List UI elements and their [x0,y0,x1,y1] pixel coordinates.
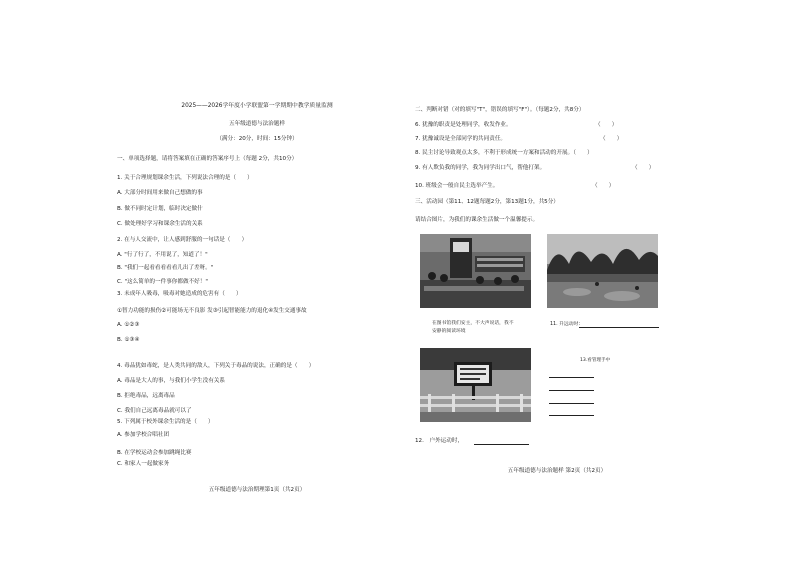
sign-scene-icon [420,348,531,422]
q12-answer-line[interactable] [474,444,529,445]
q13-answer-line-3[interactable] [549,403,594,404]
question-5: 5. 下列属于校外课余生活的是（ ） [117,419,214,425]
question-12: 12. 户外运动时， [415,438,464,444]
section-2-heading: 二、判断对错（对的填写"T"，错误的填写"F"）。（每题2分，共8分） [415,107,585,113]
outdoor-photo [547,234,658,308]
q3-statements: ①智力功能的损伤②可能场无不良影 发③引起智能能力的退化④发生交通事故 [117,308,307,314]
q13-answer-line-2[interactable] [549,390,594,391]
exam-subtitle: 五年级道德与法治题样 [229,121,285,127]
q1-option-b: B. 做不同时定计划，临时决定做什 [117,206,203,212]
q5-option-a: A. 参加学校合唱社团 [117,432,170,438]
exam-scoring: （满分：20分，时间：15分钟） [216,136,298,142]
q4-option-a: A. 毒品是大人的事，与我们小学生没有关系 [117,378,225,384]
library-scene-icon [420,234,531,308]
q13-answer-line-1[interactable] [549,377,594,378]
judge-7-paren: （ ） [600,136,623,142]
page-2-footer: 五年级道德与法治题样 第2页（共2页） [507,468,607,474]
q1-option-c: C. 做处理好学习和课余生活的关系 [117,221,203,227]
page-1-footer: 五年级道德与法治期理第1页（共2页） [208,487,306,493]
q4-option-c: C. 我们自己远离毒品就可以了 [117,408,192,414]
section-1-heading: 一、单项选择题，请将答案填在正确的答案序号上（每题 2分，共10分） [117,156,298,162]
library-caption-line2: 安静的阅读环境 [432,329,466,334]
judge-6: 6. 犹豫的职责是处理同学，收发作业。 [415,122,512,128]
sign-photo [420,348,531,422]
judge-8: 8. 民主讨论导致观点太多，不利于形成统一方案和活动的开展。（ ） [415,150,593,156]
judge-10: 10. 班级会一般自民主选举产生。 [415,183,499,189]
q13-answer-line-4[interactable] [549,415,594,416]
library-caption-line1: 在图书馆我们安主，不大声说话，我不 [432,321,514,326]
q2-option-a: A. "行了行了，不用说了，知道了！" [117,252,208,258]
exam-page-2 [412,95,772,500]
q3-option-b: B. ①③④ [117,337,140,343]
judge-9-paren: （ ） [632,165,655,171]
q5-option-c: C. 和家人一起做家务 [117,461,170,467]
question-4: 4. 毒品犹如毒蛇，是人类共同的敌人，下列关于毒品的说法，正确的是（ ） [117,363,315,369]
section-3-heading: 三、活动园（第11、12题每题2分，第13题1分，共5分） [415,199,559,205]
q4-option-b: B. 拒绝毒品，远离毒品 [117,393,175,399]
library-photo [420,234,531,308]
q5-option-b: B. 在学校运动会参加跳绳比赛 [117,450,192,456]
judge-6-paren: （ ） [595,122,618,128]
judge-9: 9. 有人欺负我的同学，我为同学出口气，帮他打架。 [415,165,546,171]
q3-option-a: A. ①②③ [117,322,140,328]
exam-title: 2025——2026学年度小学联盟第一学期期中教学质量监测 [181,103,333,109]
q2-option-c: C. "这么简单的一件事你都做不好！" [117,279,208,285]
question-13: 13.看管理手中 [580,358,611,363]
judge-10-paren: （ ） [592,183,615,189]
question-2: 2. 在与人交流中，让人感到舒服的一句话是（ ） [117,237,248,243]
question-3: 3. 未成年人吸毒，吸毒对她造成的危害有（ ） [117,291,242,297]
q11-answer-line[interactable] [579,327,659,328]
q2-option-b: B. "我们一起看看看看看儿出了差呀。" [117,265,214,271]
outdoor-scene-icon [547,234,658,308]
question-1: 1. 关于合理规划课余生活，下列说法合理的是（ ） [117,175,253,181]
question-11: 11. 升远动时： [550,322,584,327]
section-3-intro: 请结合图片，为我们的课余生活做一个温馨提示。 [415,217,539,223]
judge-7: 7. 犹豫诚设是全部同学的共同责任。 [415,136,507,142]
q1-option-a: A. 大部分时间用来做自己想做的事 [117,190,203,196]
